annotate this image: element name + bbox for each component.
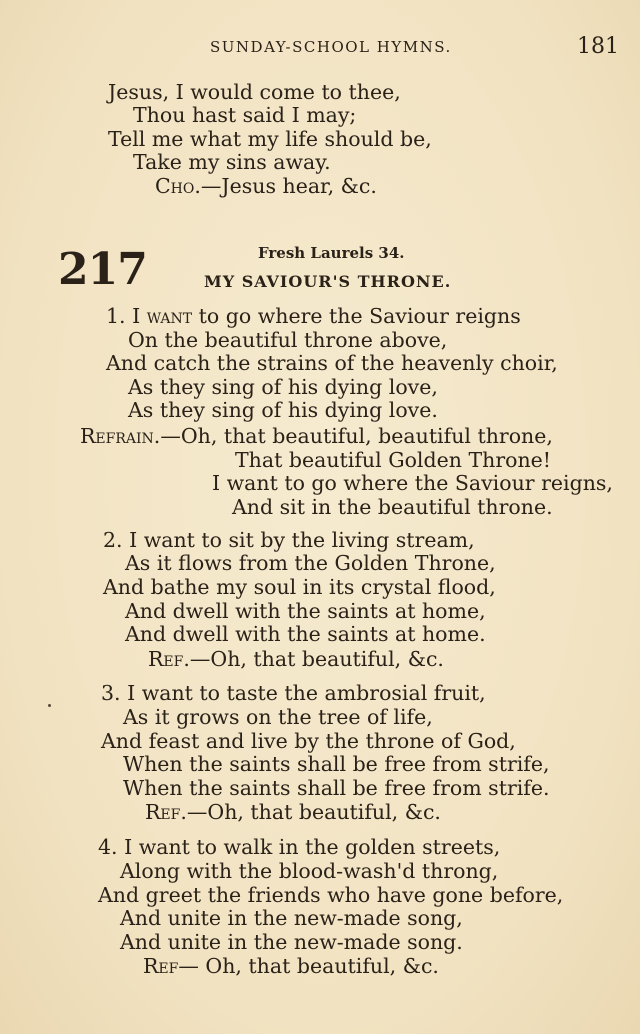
verse-line: As it grows on the tree of life, bbox=[123, 705, 433, 729]
verse-text: I want to taste the ambrosial fruit, bbox=[127, 681, 486, 705]
verse-line: And feast and live by the throne of God, bbox=[101, 729, 516, 753]
verse-line: Thou hast said I may; bbox=[133, 103, 357, 127]
stray-mark bbox=[48, 704, 51, 707]
verse-line: When the saints shall be free from strife. bbox=[123, 776, 550, 800]
verse-number: 3. bbox=[101, 681, 121, 705]
page-header bbox=[0, 34, 640, 64]
verse-line: When the saints shall be free from strife, bbox=[123, 752, 550, 776]
verse-line: And unite in the new-made song. bbox=[120, 930, 463, 954]
verse-line bbox=[98, 837, 500, 858]
verse-line: As they sing of his dying love, bbox=[128, 375, 438, 399]
refrain-line: I want to go where the Saviour reigns, bbox=[212, 471, 613, 495]
verse-small-caps: want bbox=[146, 304, 193, 328]
ref-text: — Oh, that beautiful, &c. bbox=[178, 954, 439, 978]
refrain-text: —Oh, that beautiful, beautiful throne, bbox=[160, 424, 553, 448]
page-number: 181 bbox=[577, 34, 619, 59]
ref-line bbox=[145, 802, 441, 823]
verse-line bbox=[101, 683, 486, 704]
verse-line: As they sing of his dying love. bbox=[128, 398, 438, 422]
chorus-text: —Jesus hear, &c. bbox=[200, 174, 377, 198]
verse-line: On the beautiful throne above, bbox=[128, 328, 448, 352]
verse-line bbox=[103, 530, 475, 551]
refrain-line: That beautiful Golden Throne! bbox=[235, 448, 552, 472]
refrain-line bbox=[80, 426, 553, 447]
verse-text: I want to sit by the living stream, bbox=[129, 528, 475, 552]
verse-line: Take my sins away. bbox=[133, 150, 331, 174]
hymn-number: 217 bbox=[58, 244, 147, 295]
verse-line: Jesus, I would come to thee, bbox=[108, 80, 401, 104]
chorus-line bbox=[155, 176, 377, 197]
ref-label: Ref. bbox=[145, 800, 187, 824]
chorus-label: Cho. bbox=[155, 174, 201, 198]
verse-rest: to go where the Saviour reigns bbox=[192, 304, 521, 328]
verse-line: As it flows from the Golden Throne, bbox=[125, 551, 496, 575]
verse-line bbox=[106, 306, 521, 327]
verse-text: I want to walk in the golden streets, bbox=[124, 835, 501, 859]
refrain-line: And sit in the beautiful throne. bbox=[232, 495, 553, 519]
verse-line: Tell me what my life should be, bbox=[108, 127, 432, 151]
ref-line bbox=[143, 956, 439, 977]
verse-line: Along with the blood-wash'd throng, bbox=[120, 859, 499, 883]
verse-line: And catch the strains of the heavenly choir, bbox=[106, 351, 558, 375]
refrain-label: Refrain. bbox=[80, 424, 161, 448]
verse-number: 2. bbox=[103, 528, 123, 552]
verse-line: And bathe my soul in its crystal flood, bbox=[103, 575, 496, 599]
verse-line: And dwell with the saints at home. bbox=[125, 622, 486, 646]
verse-line: And greet the friends who have gone before, bbox=[98, 883, 564, 907]
verse-first-word: I bbox=[132, 304, 141, 328]
verse-number: 4. bbox=[98, 835, 118, 859]
tune-name: Fresh Laurels 34. bbox=[258, 244, 405, 262]
running-head: SUNDAY-SCHOOL HYMNS. bbox=[210, 38, 452, 56]
verse-line: And unite in the new-made song, bbox=[120, 906, 463, 930]
ref-text: —Oh, that beautiful, &c. bbox=[186, 800, 441, 824]
ref-text: —Oh, that beautiful, &c. bbox=[189, 647, 444, 671]
ref-label: Ref. bbox=[148, 647, 190, 671]
ref-label: Ref bbox=[143, 954, 179, 978]
verse-line: And dwell with the saints at home, bbox=[125, 599, 486, 623]
ref-line bbox=[148, 649, 444, 670]
hymn-title: MY SAVIOUR'S THRONE. bbox=[204, 272, 452, 291]
verse-number: 1. bbox=[106, 304, 126, 328]
